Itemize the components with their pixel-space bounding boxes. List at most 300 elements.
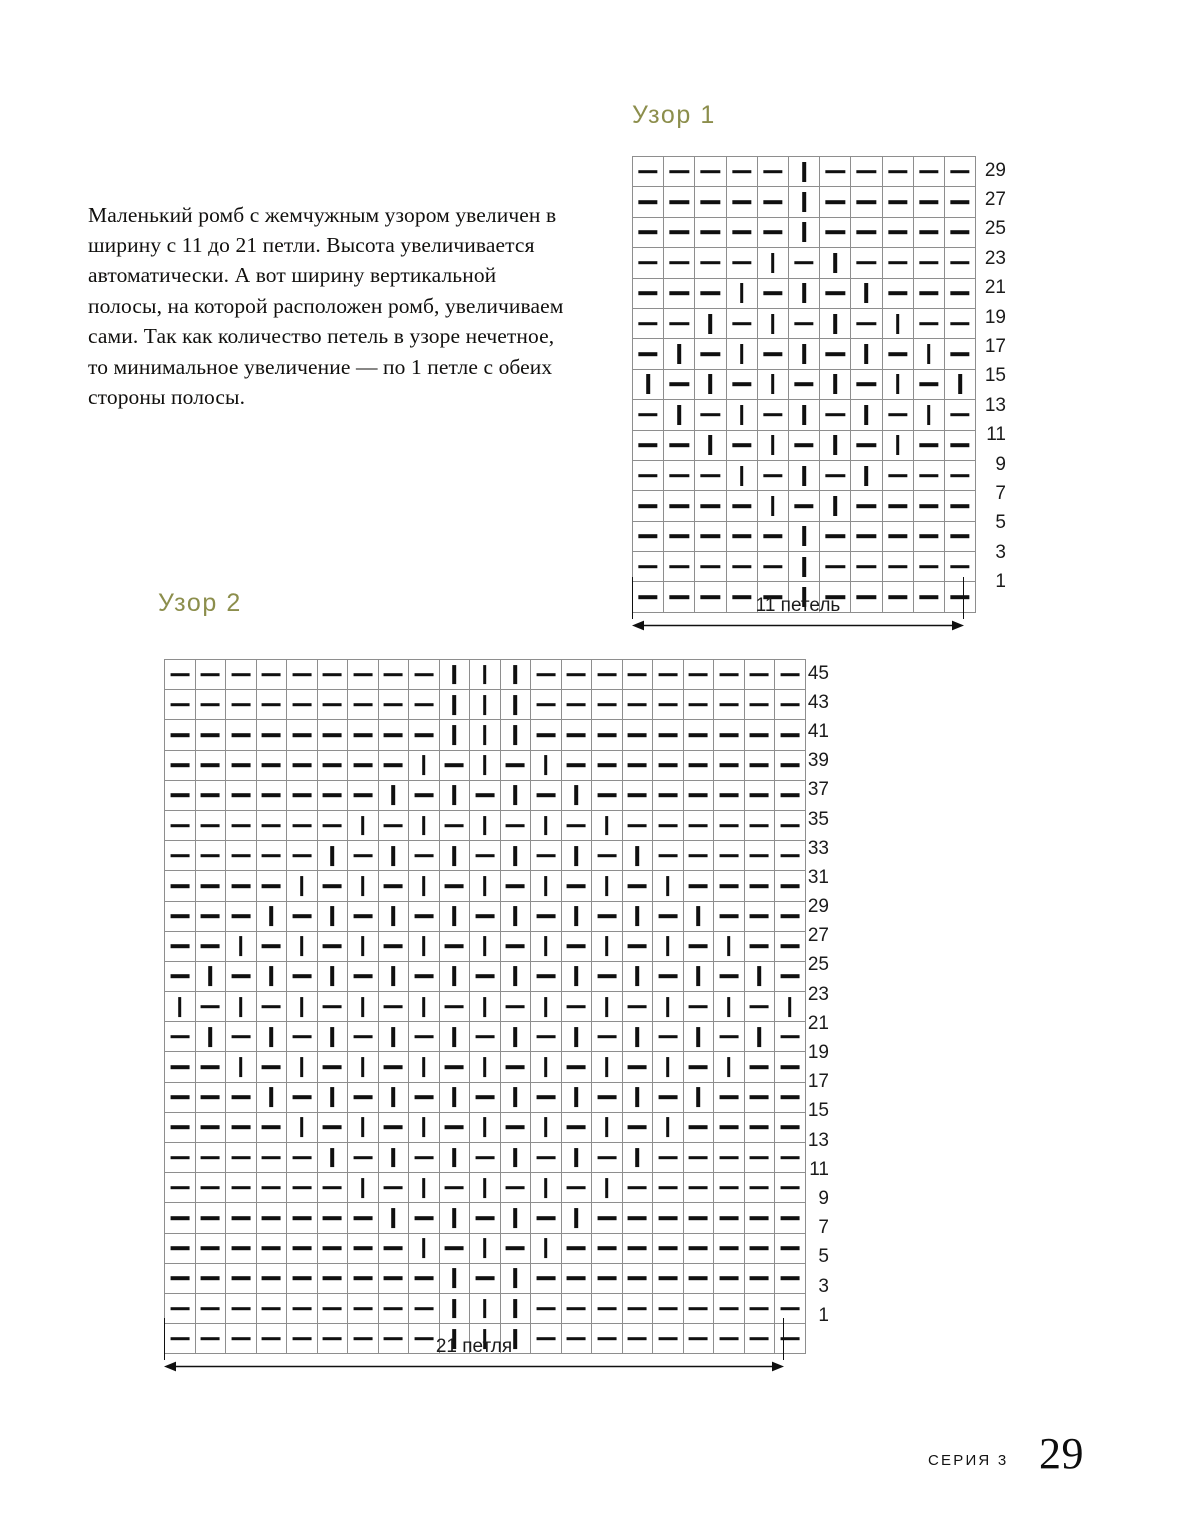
purl-stitch-cell	[195, 720, 226, 750]
purl-dash-icon	[919, 200, 938, 204]
purl-stitch-cell	[744, 1112, 775, 1142]
knit-stitch-cell	[378, 1022, 409, 1052]
chart-row	[165, 1052, 806, 1082]
purl-stitch-cell	[561, 1233, 592, 1263]
purl-stitch-cell	[165, 1263, 196, 1293]
purl-stitch-cell	[695, 491, 726, 521]
purl-dash-icon	[292, 794, 311, 798]
knit-stitch-cell	[470, 871, 501, 901]
purl-stitch-cell	[913, 491, 944, 521]
purl-dash-icon	[857, 170, 876, 174]
purl-stitch-cell	[226, 660, 257, 690]
purl-dash-icon	[628, 884, 647, 888]
purl-stitch-cell	[561, 1112, 592, 1142]
purl-dash-icon	[950, 504, 969, 508]
purl-stitch-cell	[695, 339, 726, 369]
purl-stitch-cell	[913, 187, 944, 217]
purl-dash-icon	[750, 884, 769, 888]
knit-stitch-cell	[788, 552, 819, 582]
purl-stitch-cell	[744, 660, 775, 690]
purl-stitch-cell	[744, 1263, 775, 1293]
purl-dash-icon	[919, 535, 938, 539]
knit-stitch-cell	[882, 308, 913, 338]
purl-dash-icon	[750, 1095, 769, 1099]
knit-bar-icon	[452, 785, 456, 805]
purl-stitch-cell	[683, 720, 714, 750]
knit-bar-icon	[452, 1208, 456, 1228]
pattern-1-grid-body	[633, 157, 976, 613]
purl-stitch-cell	[287, 720, 318, 750]
knit-stitch-cell	[348, 931, 379, 961]
purl-dash-icon	[536, 1095, 555, 1099]
knit-stitch-cell	[531, 931, 562, 961]
purl-stitch-cell	[653, 660, 684, 690]
purl-dash-icon	[201, 1277, 220, 1281]
purl-dash-icon	[170, 1126, 189, 1130]
purl-dash-icon	[384, 1005, 403, 1009]
knit-bar-icon	[865, 405, 869, 425]
purl-stitch-cell	[409, 1143, 440, 1173]
purl-stitch-cell	[226, 1143, 257, 1173]
purl-dash-icon	[701, 291, 720, 295]
knit-bar-icon	[544, 936, 548, 956]
purl-stitch-cell	[348, 901, 379, 931]
purl-stitch-cell	[592, 1082, 623, 1112]
knit-bar-icon	[391, 1027, 395, 1047]
purl-dash-icon	[201, 733, 220, 737]
knit-bar-icon	[635, 906, 639, 926]
knit-bar-icon	[513, 1027, 517, 1047]
knit-stitch-cell	[757, 248, 788, 278]
purl-dash-icon	[689, 1065, 708, 1069]
purl-stitch-cell	[683, 780, 714, 810]
chart-row-number: 5	[995, 512, 1006, 534]
purl-dash-icon	[262, 733, 281, 737]
purl-stitch-cell	[664, 521, 695, 551]
knit-bar-icon	[666, 997, 670, 1017]
purl-dash-icon	[950, 261, 969, 265]
knit-bar-icon	[422, 816, 426, 836]
purl-stitch-cell	[683, 1203, 714, 1233]
purl-stitch-cell	[561, 690, 592, 720]
purl-stitch-cell	[317, 660, 348, 690]
purl-stitch-cell	[348, 750, 379, 780]
chart-row	[165, 720, 806, 750]
knit-bar-icon	[833, 496, 837, 516]
purl-stitch-cell	[695, 187, 726, 217]
pattern-2-heading: Узор 2	[158, 589, 242, 617]
purl-stitch-cell	[695, 157, 726, 187]
knit-bar-icon	[422, 1057, 426, 1077]
knit-stitch-cell	[531, 810, 562, 840]
purl-stitch-cell	[500, 1173, 531, 1203]
purl-dash-icon	[170, 1156, 189, 1160]
knit-stitch-cell	[531, 1112, 562, 1142]
purl-stitch-cell	[714, 1293, 745, 1323]
purl-dash-icon	[567, 824, 586, 828]
knit-stitch-cell	[439, 901, 470, 931]
purl-dash-icon	[750, 703, 769, 707]
purl-dash-icon	[597, 794, 616, 798]
knit-bar-icon	[483, 755, 487, 775]
purl-dash-icon	[750, 824, 769, 828]
chart-row	[633, 369, 976, 399]
knit-stitch-cell	[944, 369, 975, 399]
knit-stitch-cell	[500, 1082, 531, 1112]
purl-stitch-cell	[622, 1233, 653, 1263]
purl-dash-icon	[231, 854, 250, 858]
knit-bar-icon	[300, 1057, 304, 1077]
purl-stitch-cell	[653, 1203, 684, 1233]
purl-dash-icon	[170, 703, 189, 707]
purl-stitch-cell	[531, 660, 562, 690]
purl-dash-icon	[658, 1095, 677, 1099]
purl-stitch-cell	[226, 1082, 257, 1112]
purl-dash-icon	[919, 322, 938, 326]
knit-stitch-cell	[287, 992, 318, 1022]
knit-stitch-cell	[317, 1022, 348, 1052]
purl-stitch-cell	[820, 339, 851, 369]
purl-dash-icon	[701, 170, 720, 174]
purl-stitch-cell	[256, 690, 287, 720]
purl-dash-icon	[719, 1216, 738, 1220]
purl-dash-icon	[536, 733, 555, 737]
knit-stitch-cell	[348, 810, 379, 840]
purl-stitch-cell	[500, 871, 531, 901]
purl-stitch-cell	[226, 1203, 257, 1233]
knit-bar-icon	[361, 876, 365, 896]
purl-stitch-cell	[664, 552, 695, 582]
purl-dash-icon	[536, 1035, 555, 1039]
purl-dash-icon	[750, 914, 769, 918]
page-number: 29	[1039, 1429, 1084, 1478]
knit-bar-icon	[483, 876, 487, 896]
purl-stitch-cell	[726, 430, 757, 460]
purl-dash-icon	[701, 231, 720, 235]
knit-stitch-cell	[165, 992, 196, 1022]
knit-stitch-cell	[348, 1173, 379, 1203]
purl-stitch-cell	[531, 690, 562, 720]
knit-stitch-cell	[622, 1082, 653, 1112]
purl-dash-icon	[384, 1246, 403, 1250]
purl-stitch-cell	[757, 217, 788, 247]
knit-stitch-cell	[287, 1052, 318, 1082]
purl-stitch-cell	[882, 491, 913, 521]
purl-stitch-cell	[622, 992, 653, 1022]
knit-bar-icon	[361, 1057, 365, 1077]
purl-stitch-cell	[714, 1203, 745, 1233]
purl-stitch-cell	[195, 750, 226, 780]
purl-dash-icon	[628, 703, 647, 707]
purl-dash-icon	[750, 1246, 769, 1250]
knit-stitch-cell	[820, 491, 851, 521]
purl-stitch-cell	[851, 308, 882, 338]
purl-stitch-cell	[531, 1082, 562, 1112]
purl-stitch-cell	[165, 1082, 196, 1112]
purl-stitch-cell	[683, 1173, 714, 1203]
knit-stitch-cell	[439, 1293, 470, 1323]
chart-row	[165, 961, 806, 991]
knit-bar-icon	[452, 1087, 456, 1107]
chart-row-number: 37	[807, 779, 829, 801]
knit-bar-icon	[483, 1117, 487, 1137]
purl-stitch-cell	[561, 871, 592, 901]
purl-stitch-cell	[195, 1112, 226, 1142]
knit-stitch-cell	[561, 841, 592, 871]
purl-stitch-cell	[409, 720, 440, 750]
purl-stitch-cell	[653, 1173, 684, 1203]
purl-stitch-cell	[788, 430, 819, 460]
knit-bar-icon	[452, 1148, 456, 1168]
purl-stitch-cell	[317, 720, 348, 750]
knit-bar-icon	[677, 344, 681, 364]
purl-stitch-cell	[439, 992, 470, 1022]
knit-stitch-cell	[470, 992, 501, 1022]
knit-stitch-cell	[287, 931, 318, 961]
purl-stitch-cell	[470, 1263, 501, 1293]
knit-stitch-cell	[664, 400, 695, 430]
knit-bar-icon	[771, 314, 775, 334]
purl-stitch-cell	[683, 871, 714, 901]
purl-stitch-cell	[683, 810, 714, 840]
purl-stitch-cell	[287, 961, 318, 991]
purl-stitch-cell	[165, 841, 196, 871]
purl-dash-icon	[231, 1307, 250, 1311]
knit-bar-icon	[300, 936, 304, 956]
knit-stitch-cell	[500, 780, 531, 810]
chart-row	[633, 460, 976, 490]
purl-stitch-cell	[633, 521, 664, 551]
purl-dash-icon	[567, 884, 586, 888]
purl-dash-icon	[414, 1035, 433, 1039]
pattern-2-grid	[164, 659, 806, 1354]
purl-stitch-cell	[851, 521, 882, 551]
purl-dash-icon	[445, 884, 464, 888]
knit-stitch-cell	[726, 278, 757, 308]
knit-bar-icon	[544, 1238, 548, 1258]
knit-bar-icon	[635, 967, 639, 987]
purl-dash-icon	[170, 914, 189, 918]
knit-bar-icon	[927, 405, 931, 425]
purl-dash-icon	[638, 565, 657, 569]
purl-stitch-cell	[820, 217, 851, 247]
purl-dash-icon	[384, 944, 403, 948]
purl-dash-icon	[292, 1216, 311, 1220]
purl-stitch-cell	[633, 430, 664, 460]
chart-row	[165, 841, 806, 871]
purl-stitch-cell	[714, 1082, 745, 1112]
purl-dash-icon	[231, 1186, 250, 1190]
knit-bar-icon	[802, 283, 806, 303]
purl-dash-icon	[888, 170, 907, 174]
knit-bar-icon	[605, 1057, 609, 1077]
purl-dash-icon	[262, 824, 281, 828]
knit-bar-icon	[757, 967, 761, 987]
knit-stitch-cell	[851, 278, 882, 308]
purl-dash-icon	[292, 975, 311, 979]
knit-bar-icon	[646, 374, 650, 394]
purl-stitch-cell	[913, 521, 944, 551]
purl-dash-icon	[231, 1216, 250, 1220]
chart-row	[633, 248, 976, 278]
knit-bar-icon	[483, 1299, 487, 1319]
purl-dash-icon	[536, 1277, 555, 1281]
purl-stitch-cell	[317, 1263, 348, 1293]
purl-dash-icon	[658, 1186, 677, 1190]
purl-dash-icon	[445, 1065, 464, 1069]
chart-row-number: 31	[807, 866, 829, 888]
purl-dash-icon	[689, 1216, 708, 1220]
purl-dash-icon	[597, 703, 616, 707]
knit-stitch-cell	[348, 992, 379, 1022]
purl-stitch-cell	[592, 1143, 623, 1173]
purl-stitch-cell	[622, 720, 653, 750]
purl-dash-icon	[414, 854, 433, 858]
pattern-1-chart	[632, 156, 1006, 613]
purl-dash-icon	[597, 1095, 616, 1099]
purl-stitch-cell	[944, 491, 975, 521]
purl-stitch-cell	[470, 841, 501, 871]
purl-dash-icon	[701, 413, 720, 417]
purl-dash-icon	[658, 1156, 677, 1160]
purl-stitch-cell	[744, 780, 775, 810]
purl-stitch-cell	[726, 217, 757, 247]
purl-stitch-cell	[500, 1233, 531, 1263]
purl-dash-icon	[292, 1095, 311, 1099]
purl-stitch-cell	[788, 369, 819, 399]
purl-stitch-cell	[913, 157, 944, 187]
purl-stitch-cell	[226, 871, 257, 901]
purl-stitch-cell	[439, 810, 470, 840]
purl-stitch-cell	[378, 720, 409, 750]
purl-dash-icon	[658, 1307, 677, 1311]
chart-row-number: 27	[984, 189, 1006, 211]
purl-stitch-cell	[653, 1293, 684, 1323]
knit-stitch-cell	[531, 1233, 562, 1263]
chart-row-number: 15	[984, 365, 1006, 387]
purl-dash-icon	[506, 1186, 525, 1190]
purl-stitch-cell	[226, 1263, 257, 1293]
purl-dash-icon	[201, 1216, 220, 1220]
purl-stitch-cell	[757, 339, 788, 369]
knit-bar-icon	[605, 936, 609, 956]
purl-stitch-cell	[622, 660, 653, 690]
purl-dash-icon	[414, 1307, 433, 1311]
purl-stitch-cell	[592, 961, 623, 991]
purl-dash-icon	[888, 504, 907, 508]
purl-dash-icon	[170, 1246, 189, 1250]
purl-stitch-cell	[287, 1173, 318, 1203]
knit-bar-icon	[574, 1148, 578, 1168]
knit-bar-icon	[483, 665, 487, 685]
knit-bar-icon	[330, 1027, 334, 1047]
chart-row-number: 25	[984, 218, 1006, 240]
purl-stitch-cell	[622, 1203, 653, 1233]
knit-stitch-cell	[788, 521, 819, 551]
chart-row-number: 41	[807, 720, 829, 742]
purl-stitch-cell	[944, 248, 975, 278]
knit-stitch-cell	[378, 901, 409, 931]
purl-dash-icon	[506, 1126, 525, 1130]
purl-stitch-cell	[726, 521, 757, 551]
purl-dash-icon	[231, 824, 250, 828]
knit-bar-icon	[452, 1268, 456, 1288]
knit-stitch-cell	[726, 460, 757, 490]
purl-stitch-cell	[195, 901, 226, 931]
knit-bar-icon	[833, 374, 837, 394]
purl-stitch-cell	[695, 521, 726, 551]
purl-dash-icon	[536, 1216, 555, 1220]
chart-row-number: 11	[809, 1158, 829, 1180]
knit-bar-icon	[330, 967, 334, 987]
purl-dash-icon	[567, 1246, 586, 1250]
knit-bar-icon	[635, 846, 639, 866]
purl-dash-icon	[638, 474, 657, 478]
purl-stitch-cell	[944, 400, 975, 430]
purl-stitch-cell	[714, 1143, 745, 1173]
purl-dash-icon	[323, 884, 342, 888]
purl-stitch-cell	[256, 1143, 287, 1173]
purl-dash-icon	[701, 352, 720, 356]
purl-dash-icon	[323, 703, 342, 707]
purl-stitch-cell	[622, 780, 653, 810]
purl-dash-icon	[201, 1065, 220, 1069]
purl-dash-icon	[292, 1246, 311, 1250]
purl-dash-icon	[670, 535, 689, 539]
knit-stitch-cell	[256, 961, 287, 991]
chart-row	[633, 278, 976, 308]
purl-stitch-cell	[470, 961, 501, 991]
knit-bar-icon	[727, 997, 731, 1017]
purl-stitch-cell	[256, 660, 287, 690]
chart-row	[633, 430, 976, 460]
purl-dash-icon	[231, 1246, 250, 1250]
knit-bar-icon	[330, 1087, 334, 1107]
knit-bar-icon	[452, 846, 456, 866]
purl-stitch-cell	[653, 901, 684, 931]
knit-stitch-cell	[714, 992, 745, 1022]
purl-stitch-cell	[622, 1293, 653, 1323]
knit-bar-icon	[927, 344, 931, 364]
purl-stitch-cell	[695, 248, 726, 278]
knit-stitch-cell	[470, 750, 501, 780]
purl-dash-icon	[353, 975, 372, 979]
chart-row	[633, 339, 976, 369]
knit-bar-icon	[740, 466, 744, 486]
chart-row-number: 23	[984, 247, 1006, 269]
purl-stitch-cell	[195, 780, 226, 810]
knit-bar-icon	[269, 1087, 273, 1107]
knit-bar-icon	[635, 1027, 639, 1047]
purl-stitch-cell	[348, 961, 379, 991]
purl-stitch-cell	[664, 187, 695, 217]
purl-dash-icon	[536, 1307, 555, 1311]
purl-stitch-cell	[409, 961, 440, 991]
purl-stitch-cell	[195, 1263, 226, 1293]
purl-dash-icon	[826, 352, 845, 356]
purl-stitch-cell	[683, 1052, 714, 1082]
purl-dash-icon	[763, 474, 782, 478]
purl-stitch-cell	[531, 901, 562, 931]
knit-bar-icon	[483, 936, 487, 956]
purl-dash-icon	[750, 1216, 769, 1220]
purl-stitch-cell	[944, 521, 975, 551]
knit-bar-icon	[513, 846, 517, 866]
purl-dash-icon	[857, 504, 876, 508]
knit-stitch-cell	[195, 961, 226, 991]
purl-stitch-cell	[317, 931, 348, 961]
purl-dash-icon	[292, 854, 311, 858]
